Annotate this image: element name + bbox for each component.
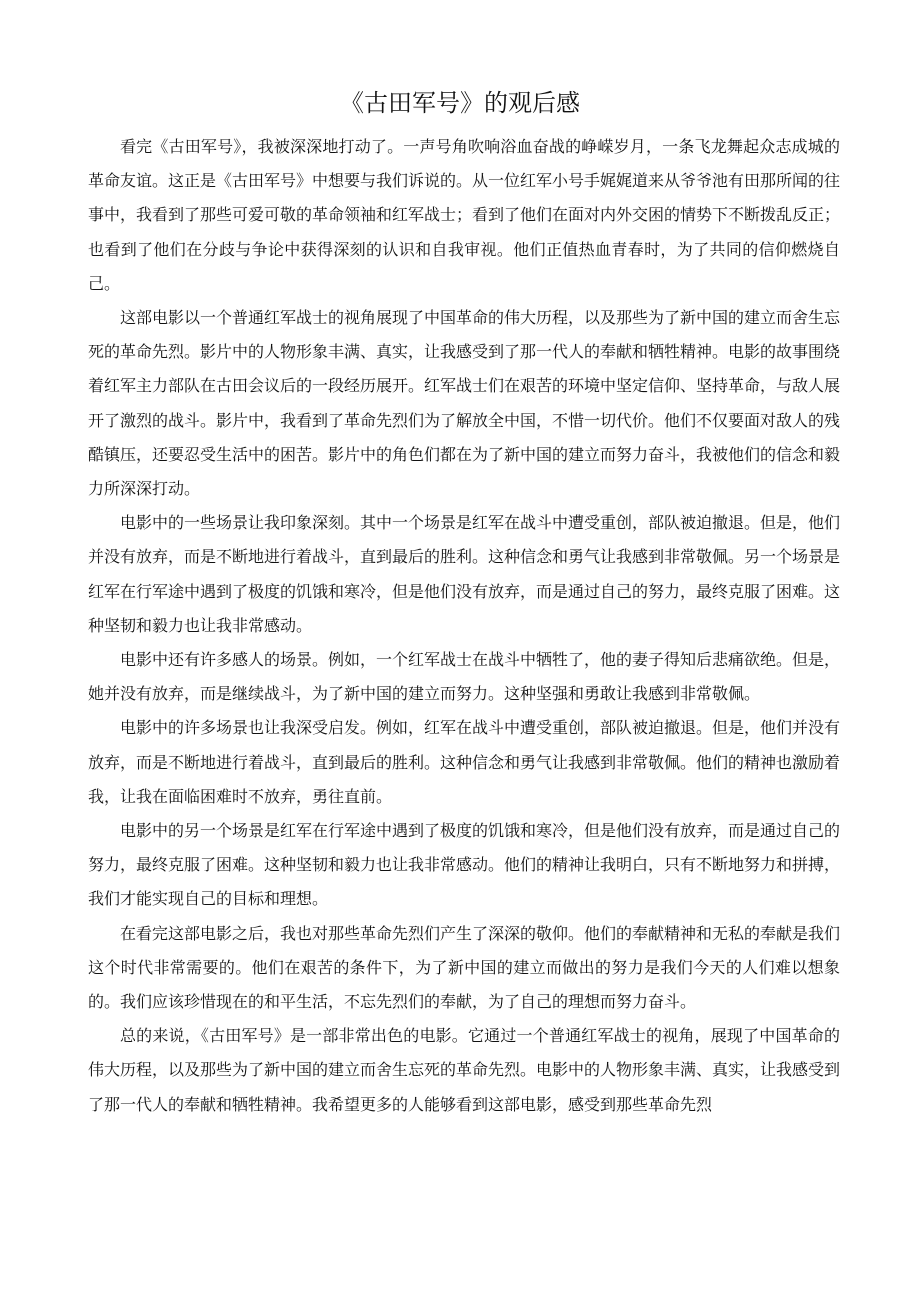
paragraph-1: 看完《古田军号》，我被深深地打动了。一声号角吹响浴血奋战的峥嵘岁月，一条飞龙舞起众志成城的革命友谊。这正是《古田军号》中想要与我们诉说的。从一位红军小号手娓娓道来从爷爷池有田那所闻的往事中，我看到了那些可爱可敬的革命领袖和红军战士；看到了他们在面对内外交困的情势下不断拨乱反正；也看到了他们在分歧与争论中获得深刻的认识和自我审视。他们正值热血青春时，为了共同的信仰燃烧自己。 (88, 137, 841, 293)
paragraph-6: 电影中的另一个场景是红军在行军途中遇到了极度的饥饿和寒冷，但是他们没有放弃，而是通过自己的努力，最终克服了困难。这种坚韧和毅力也让我非常感动。他们的精神让我明白，只有不断地努力和拼搏，我们才能实现自己的目标和理想。 (88, 821, 841, 909)
paragraph-8: 总的来说，《古田军号》是一部非常出色的电影。它通过一个普通红军战士的视角，展现了中国革命的伟大历程，以及那些为了新中国的建立而舍生忘死的革命先烈。电影中的人物形象丰满、真实，让我感受到了那一代人的奉献和牺牲精神。我希望更多的人能够看到这部电影，感受到那些革命先烈 (88, 1026, 841, 1114)
paragraph-2: 这部电影以一个普通红军战士的视角展现了中国革命的伟大历程，以及那些为了新中国的建立而舍生忘死的革命先烈。影片中的人物形象丰满、真实，让我感受到了那一代人的奉献和牺牲精神。电影的故事围绕着红军主力部队在古田会议后的一段经历展开。红军战士们在艰苦的环境中坚定信仰、坚持革命，与敌人展开了激烈的战斗。影片中，我看到了革命先烈们为了解放全中国，不惜一切代价。他们不仅要面对敌人的残酷镇压，还要忍受生活中的困苦。影片中的角色们都在为了新中国的建立而努力奋斗，我被他们的信念和毅力所深深打动。 (88, 308, 841, 499)
document-body (88, 130, 840, 1122)
paragraph-7: 在看完这部电影之后，我也对那些革命先烈们产生了深深的敬仰。他们的奉献精神和无私的奉献是我们这个时代非常需要的。他们在艰苦的条件下，为了新中国的建立而做出的努力是我们今天的人们难以想象的。我们应该珍惜现在的和平生活，不忘先烈们的奉献，为了自己的理想而努力奋斗。 (88, 923, 841, 1012)
paragraph-4: 电影中还有许多感人的场景。例如，一个红军战士在战斗中牺牲了，他的妻子得知后悲痛欲绝。但是，她并没有放弃，而是继续战斗，为了新中国的建立而努力。这种坚强和勇敢让我感到非常敬佩。 (88, 650, 841, 704)
document-title: 《古田军号》的观后感 (340, 89, 580, 117)
paragraph-3: 电影中的一些场景让我印象深刻。其中一个场景是红军在战斗中遭受重创，部队被迫撤退。但是，他们并没有放弃，而是不断地进行着战斗，直到最后的胜利。这种信念和勇气让我感到非常敬佩。另一个场景是红军在行军途中遇到了极度的饥饿和寒冷，但是他们没有放弃，而是通过自己的努力，最终克服了困难。这种坚韧和毅力也让我非常感动。 (88, 513, 841, 635)
paragraph-5: 电影中的许多场景也让我深受启发。例如，红军在战斗中遭受重创，部队被迫撤退。但是，他们并没有放弃，而是不断地进行着战斗，直到最后的胜利。这种信念和勇气让我感到非常敬佩。他们的精神也激励着我，让我在面临困难时不放弃，勇往直前。 (88, 718, 841, 806)
